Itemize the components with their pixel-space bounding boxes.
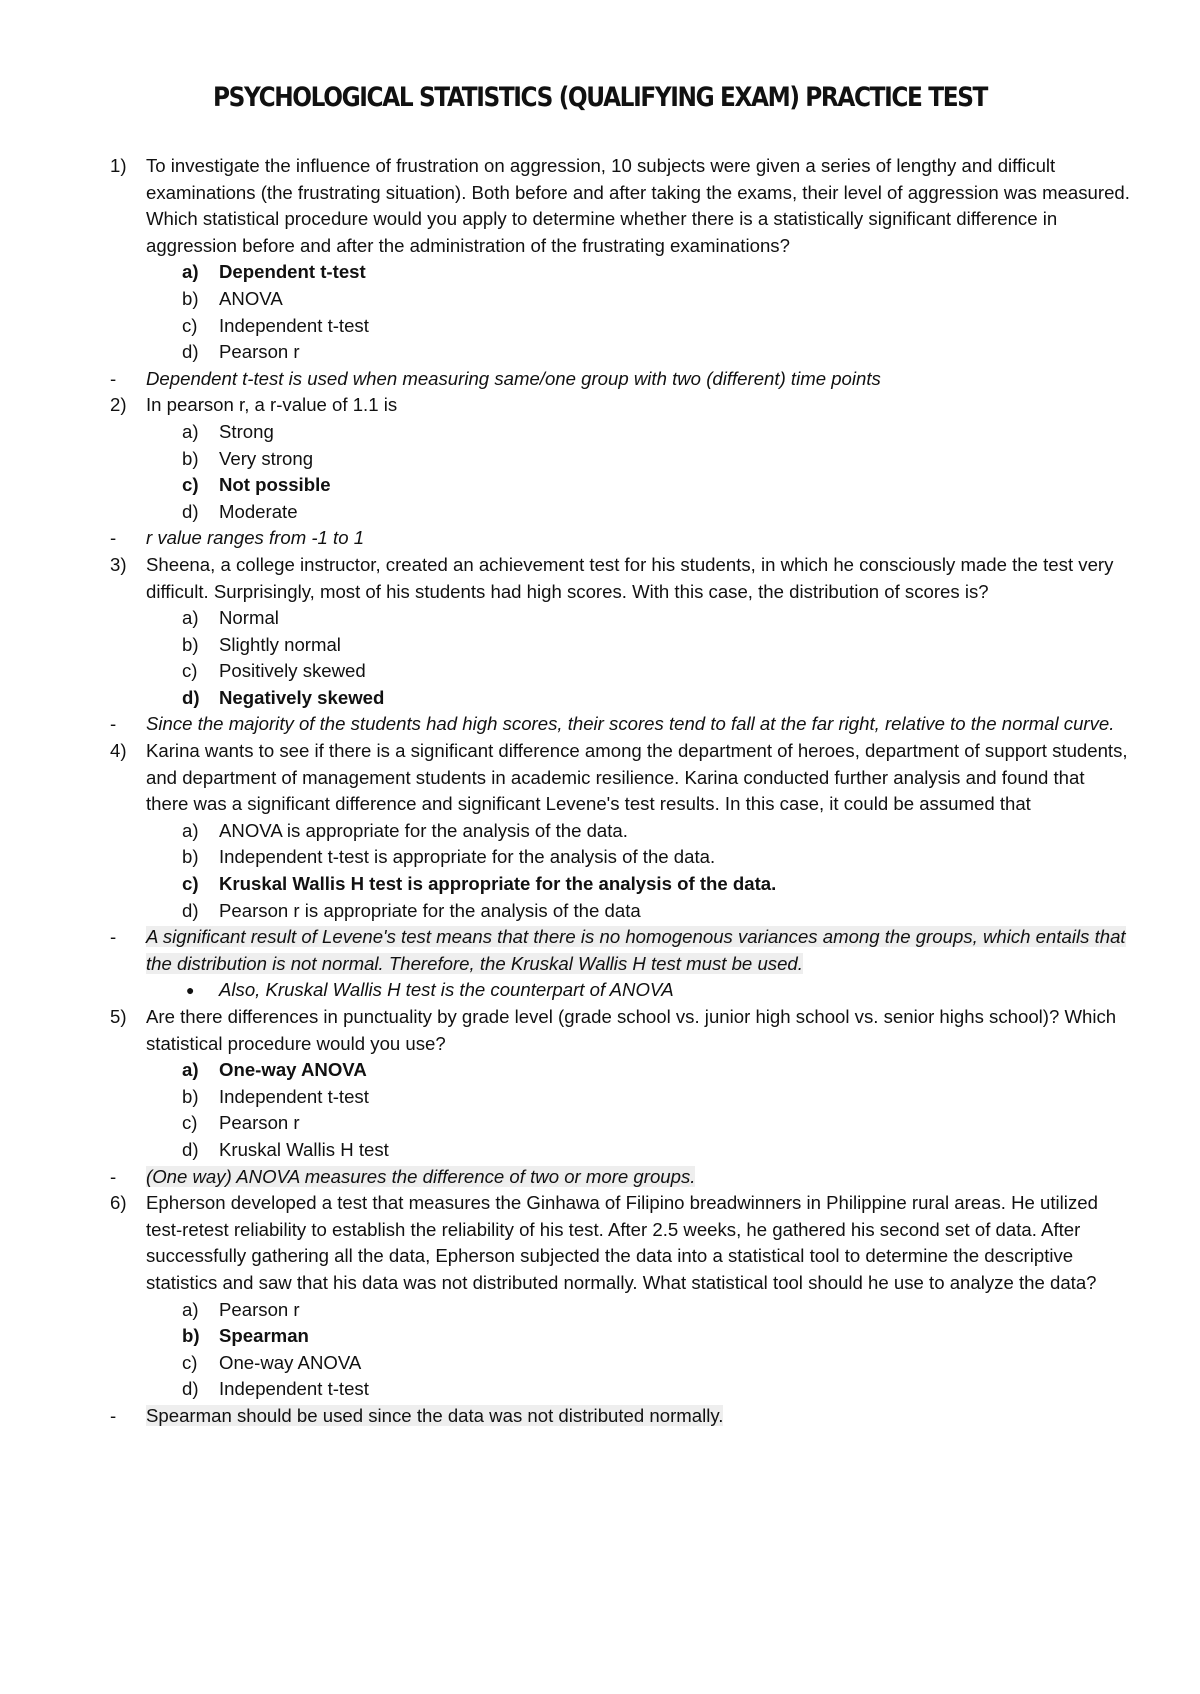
explanation-text: r value ranges from -1 to 1	[146, 527, 365, 549]
explanation-1	[0, 366, 1200, 393]
option-letter: d)	[182, 341, 199, 363]
explanation-4	[0, 924, 1200, 977]
option-d	[0, 499, 1200, 526]
option-d	[0, 339, 1200, 366]
option-a	[0, 818, 1200, 845]
option-text: Independent t-test	[219, 1378, 369, 1400]
option-letter: c)	[182, 314, 198, 336]
question-number: 1)	[110, 155, 127, 176]
option-letter: b)	[182, 1085, 199, 1107]
option-letter: a)	[182, 261, 199, 283]
option-letter: d)	[182, 1138, 199, 1160]
option-a	[0, 1297, 1200, 1324]
explanation-text: (One way) ANOVA measures the difference of two or more groups.	[146, 1165, 696, 1187]
option-c-correct	[0, 472, 1200, 499]
explanation-text: Dependent t-test is used when measuring same/one group with two (different) time points	[146, 367, 881, 389]
option-b-correct	[0, 1323, 1200, 1350]
explanation-text: Spearman should be used since the data was not distributed normally.	[146, 1404, 724, 1426]
question-5	[0, 1004, 1200, 1057]
option-text: Negatively skewed	[219, 686, 385, 708]
option-text: Spearman	[219, 1325, 309, 1347]
option-a-correct	[0, 259, 1200, 286]
question-number: 3)	[110, 553, 127, 575]
option-a	[0, 419, 1200, 446]
option-letter: d)	[182, 1378, 199, 1400]
option-text: Kruskal Wallis H test	[219, 1138, 389, 1160]
option-text: Dependent t-test	[219, 261, 366, 283]
option-b	[0, 844, 1200, 871]
option-letter: b)	[182, 447, 199, 469]
option-text: Normal	[219, 607, 279, 629]
option-letter: b)	[182, 633, 199, 655]
option-letter: b)	[182, 287, 199, 309]
option-d	[0, 1376, 1200, 1403]
question-3	[0, 552, 1200, 605]
option-letter: b)	[182, 1325, 200, 1347]
option-text: Pearson r	[219, 341, 300, 363]
explanation-dash: -	[110, 926, 117, 948]
explanation-6	[0, 1403, 1200, 1430]
question-text: To investigate the influence of frustration on aggression, 10 subjects were given a series of lengthy and difficult examinations (the frustrating situation). Both before and after taking the exams, their level of aggression was measured. Which statistical procedure would you apply to determine whether there is a statistically significant difference in aggression before and after the administration of the frustrating examinations?	[146, 155, 1130, 256]
question-text: In pearson r, a r-value of 1.1 is	[146, 394, 398, 416]
option-letter: a)	[182, 1298, 199, 1320]
option-c	[0, 1350, 1200, 1377]
option-text: Positively skewed	[219, 660, 366, 682]
explanation-3	[0, 711, 1200, 738]
option-a-correct	[0, 1057, 1200, 1084]
option-letter: c)	[182, 873, 199, 895]
option-c	[0, 1110, 1200, 1137]
option-text: Slightly normal	[219, 633, 341, 655]
explanation-dash: -	[110, 527, 117, 549]
option-text: Kruskal Wallis H test is appropriate for the analysis of the data.	[219, 873, 777, 895]
question-4	[0, 738, 1200, 818]
option-letter: c)	[182, 474, 199, 496]
option-letter: b)	[182, 846, 199, 868]
question-number: 2)	[110, 394, 127, 416]
question-2	[0, 392, 1200, 419]
explanation-5	[0, 1164, 1200, 1191]
explanation-dash: -	[110, 713, 117, 735]
option-d	[0, 1137, 1200, 1164]
question-number: 6)	[110, 1192, 127, 1214]
option-text: Not possible	[219, 474, 331, 496]
option-text: Strong	[219, 420, 274, 442]
option-text: ANOVA	[219, 287, 283, 309]
option-text: Pearson r	[219, 1112, 300, 1134]
option-letter: d)	[182, 899, 199, 921]
page-title: PSYCHOLOGICAL STATISTICS (QUALIFYING EXAM) PRACTICE TEST	[212, 82, 988, 113]
explanation-dash: -	[110, 1404, 117, 1426]
question-text: Sheena, a college instructor, created an achievement test for his students, in which he consciously made the test very difficult. Surprisingly, most of his students had high scores. With this case, the distribution of scores is?	[146, 553, 1114, 602]
option-letter: a)	[182, 420, 199, 442]
explanation-dash: -	[110, 367, 117, 389]
question-6	[0, 1190, 1200, 1296]
option-letter: d)	[182, 500, 199, 522]
explanation-dash: -	[110, 1165, 117, 1187]
option-a	[0, 605, 1200, 632]
option-d-correct	[0, 685, 1200, 712]
option-text: One-way ANOVA	[219, 1351, 362, 1373]
explanation-text: Since the majority of the students had high scores, their scores tend to fall at the far right, relative to the normal curve.	[146, 713, 1115, 735]
question-text: Karina wants to see if there is a significant difference among the department of heroes, department of support students, and department of management students in academic resilience. Karina conducted further analysis and found that there was a significant difference and significant Levene's test results. In this case, it could be assumed that	[146, 740, 1128, 815]
option-text: Pearson r	[219, 1298, 300, 1320]
option-b	[0, 1084, 1200, 1111]
bullet-icon: ●	[186, 982, 195, 999]
explanation-bullet	[0, 977, 1200, 1004]
question-number: 4)	[110, 740, 127, 762]
option-c-correct	[0, 871, 1200, 898]
option-letter: a)	[182, 607, 199, 629]
option-text: One-way ANOVA	[219, 1059, 367, 1081]
option-letter: a)	[182, 1059, 199, 1081]
option-text: Independent t-test	[219, 314, 369, 336]
option-text: Very strong	[219, 447, 314, 469]
question-list	[0, 153, 1200, 1430]
option-b	[0, 632, 1200, 659]
option-text: Pearson r is appropriate for the analysis of the data	[219, 899, 641, 921]
option-letter: c)	[182, 1112, 198, 1134]
option-c	[0, 658, 1200, 685]
question-1	[0, 153, 1200, 259]
question-text: Epherson developed a test that measures the Ginhawa of Filipino breadwinners in Philippine rural areas. He utilized test-retest reliability to establish the reliability of his test. After 2.5 weeks, he gathered his second set of data. After successfully gathering all the data, Epherson subjected the data into a statistical tool to determine the descriptive statistics and saw that his data was not distributed normally. What statistical tool should he use to analyze the data?	[146, 1192, 1098, 1293]
option-letter: d)	[182, 686, 200, 708]
bullet-text: Also, Kruskal Wallis H test is the counterpart of ANOVA	[219, 979, 674, 1001]
option-letter: a)	[182, 819, 199, 841]
option-b	[0, 286, 1200, 313]
explanation-2	[0, 525, 1200, 552]
option-b	[0, 446, 1200, 473]
option-text: Independent t-test	[219, 1085, 369, 1107]
option-text: Independent t-test is appropriate for the analysis of the data.	[219, 846, 716, 868]
option-text: ANOVA is appropriate for the analysis of the data.	[219, 819, 628, 841]
question-text: Are there differences in punctuality by grade level (grade school vs. junior high school vs. senior highs school)? Which statistical procedure would you use?	[146, 1006, 1117, 1054]
option-c	[0, 313, 1200, 340]
question-number: 5)	[110, 1006, 127, 1027]
option-letter: c)	[182, 1351, 198, 1373]
explanation-text: A significant result of Levene's test means that there is no homogenous variances among the groups, which entails that the distribution is not normal. Therefore, the Kruskal Wallis H test must be used.	[146, 926, 1126, 974]
option-d	[0, 898, 1200, 925]
option-text: Moderate	[219, 500, 298, 522]
option-letter: c)	[182, 660, 198, 682]
